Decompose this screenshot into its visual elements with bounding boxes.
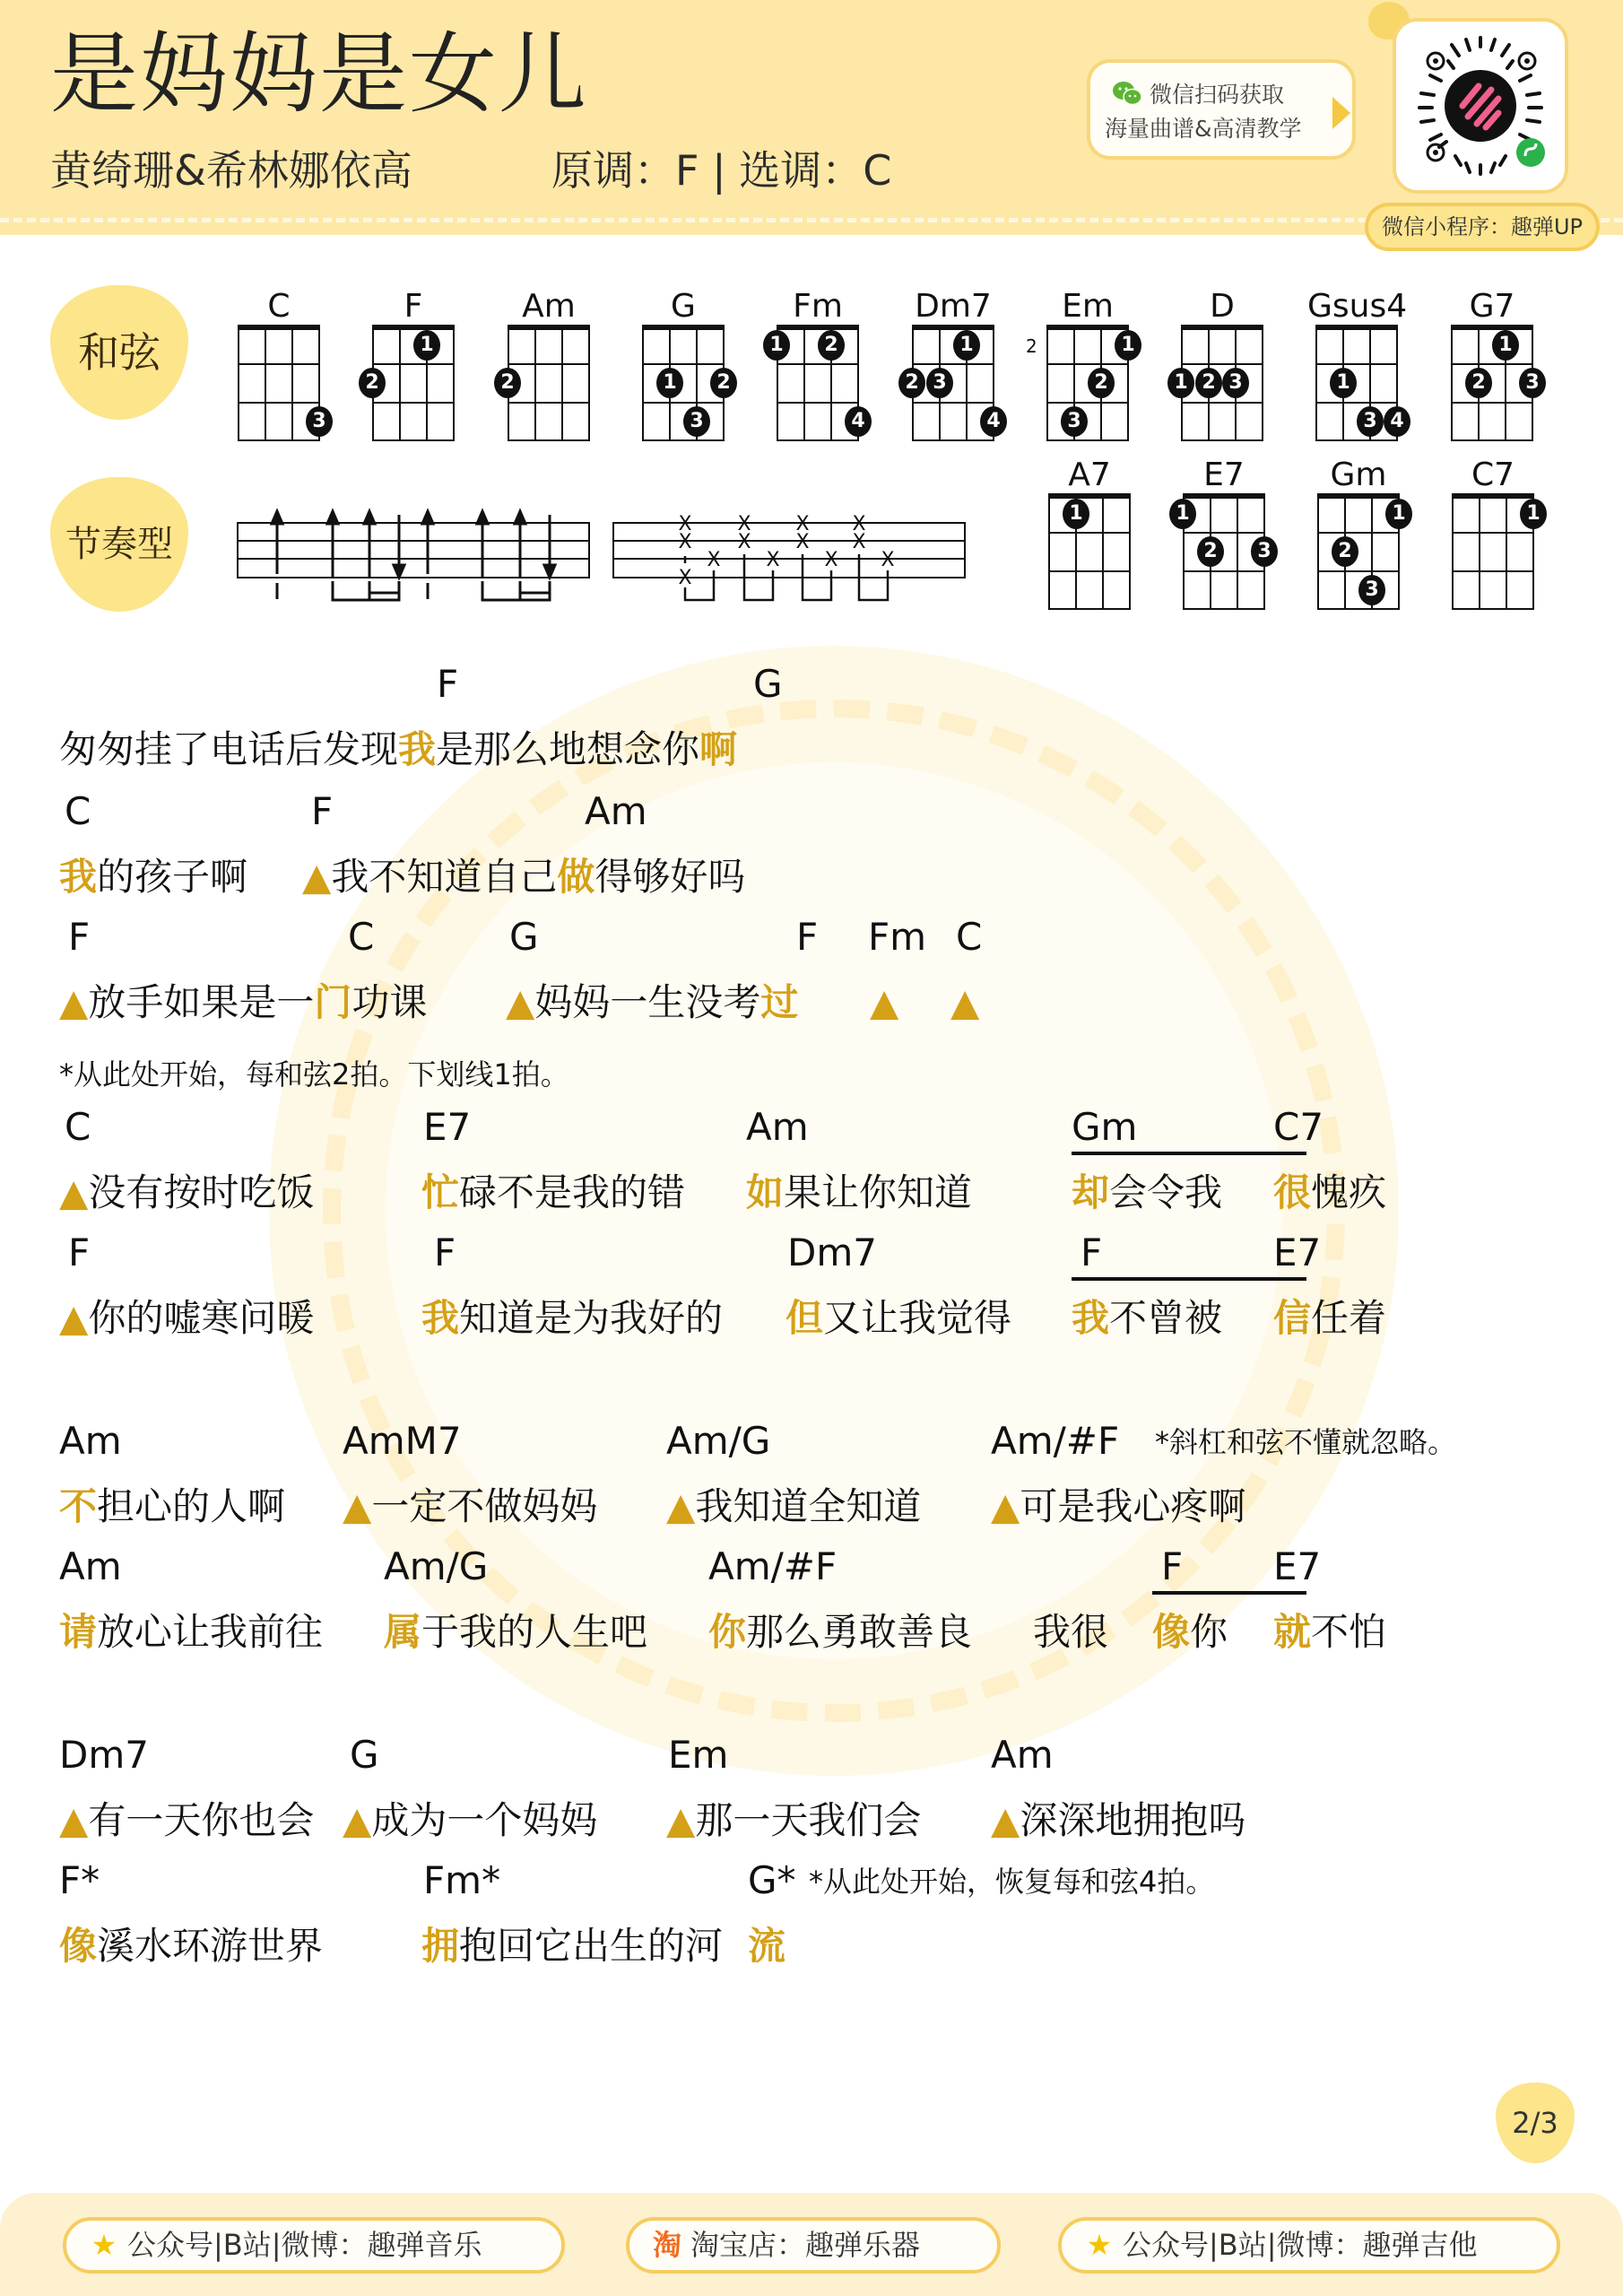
chord-symbol: F	[68, 1231, 91, 1274]
chord-name: Dm7	[915, 288, 992, 325]
lyric-segment	[991, 1482, 1245, 1532]
accent-syllable: 门	[314, 980, 352, 1024]
rest-triangle-icon: ▲	[343, 1484, 372, 1528]
accent-syllable: 却	[1072, 1170, 1110, 1214]
finger-dot: 4	[1384, 406, 1410, 437]
chord-symbol: F	[1081, 1231, 1103, 1274]
artist-name: 黄绮珊&希林娜依高	[50, 146, 412, 195]
beat-underline	[1072, 1152, 1306, 1155]
rest-triangle-icon: ▲	[59, 1798, 89, 1842]
accent-syllable: 过	[760, 980, 799, 1024]
finger-dot: 1	[656, 368, 683, 398]
rhythm-pattern-pick	[612, 502, 970, 610]
lyric-text: 果让你知道	[784, 1170, 973, 1214]
lyric-text: 那么勇敢善良	[746, 1610, 973, 1654]
song-title: 是妈妈是女儿	[50, 23, 589, 126]
performance-note: *斜杠和弦不懂就忽略。	[1155, 1425, 1457, 1459]
lyric-text: 没有按时吃饭	[88, 1170, 315, 1214]
lyric-segment	[1072, 1168, 1222, 1218]
performance-note: *从此处开始，恢复每和弦4拍。	[809, 1865, 1215, 1899]
finger-dot: 1	[1167, 368, 1194, 398]
chord-symbol: F	[437, 662, 459, 706]
chord-symbol: F	[796, 915, 819, 959]
chord-name: Am	[522, 288, 576, 325]
accent-syllable: 拥	[421, 1924, 460, 1968]
chord-symbol: Fm*	[423, 1858, 501, 1902]
lyric-segment	[785, 1293, 1011, 1344]
chord-symbol: C	[956, 915, 983, 959]
qr-code-icon	[1396, 22, 1565, 190]
finger-dot: 2	[1195, 368, 1222, 398]
svg-text:X: X	[766, 549, 780, 571]
lyric-text: 于我的人生吧	[421, 1610, 648, 1654]
lyric-segment	[343, 1796, 597, 1846]
accent-syllable: 我	[421, 1296, 460, 1340]
lyric-segment	[59, 1482, 285, 1532]
accent-syllable: 忙	[421, 1170, 460, 1214]
lyric-segment	[991, 1796, 1245, 1846]
rest-triangle-icon: ▲	[506, 980, 535, 1024]
chord-symbol: Am/G	[666, 1419, 771, 1463]
accent-syllable: 但	[785, 1296, 824, 1340]
finger-dot: 3	[1358, 575, 1385, 605]
chord-symbol: F	[311, 789, 334, 833]
finger-dot: 3	[1222, 368, 1249, 398]
rest-triangle-icon: ▲	[666, 1798, 696, 1842]
lyric-segment	[384, 1607, 647, 1657]
arrow-right-icon	[1332, 97, 1350, 129]
chord-symbol: Am/#F	[708, 1544, 838, 1588]
chord-symbol: F*	[59, 1858, 100, 1902]
rest-triangle-icon: ▲	[870, 980, 899, 1024]
finger-dot: 1	[413, 330, 440, 361]
chord-diagram	[499, 289, 598, 450]
finger-dot: 1	[1492, 330, 1519, 361]
lyric-segment	[666, 1482, 921, 1532]
lyric-segment	[302, 852, 745, 902]
chord-diagram	[1026, 288, 1137, 450]
chord-symbol: E7	[1273, 1231, 1322, 1274]
finger-dot: 1	[763, 330, 790, 361]
qr-code[interactable]	[1393, 18, 1568, 194]
svg-text:X: X	[824, 549, 838, 571]
lyric-segment	[870, 978, 898, 1028]
finger-dot: 2	[359, 368, 386, 398]
chord-symbol: Dm7	[59, 1733, 149, 1777]
rhythm-pattern-strum	[235, 502, 594, 610]
rest-triangle-icon: ▲	[950, 980, 980, 1024]
lyric-text: 匆匆挂了电话后发现	[59, 727, 399, 771]
chord-name: Gm	[1330, 457, 1387, 493]
accent-syllable: 我	[1072, 1296, 1110, 1340]
finger-dot: 1	[953, 330, 980, 361]
chord-symbol: Em	[668, 1733, 729, 1777]
lyric-segment	[708, 1607, 972, 1657]
accent-syllable: 不	[59, 1484, 98, 1528]
chord-symbol: E7	[423, 1105, 472, 1149]
chord-name: A7	[1068, 457, 1111, 493]
chord-symbol: Am/#F	[991, 1419, 1120, 1463]
chord-diagram	[1040, 457, 1139, 619]
chord-diagram	[230, 289, 328, 450]
chord-symbol: Am	[59, 1419, 122, 1463]
chord-symbol: Gm	[1072, 1105, 1138, 1149]
svg-text:X: X	[795, 531, 810, 553]
beat-underline	[1152, 1591, 1306, 1595]
chord-diagram	[904, 289, 1002, 450]
finger-dot: 2	[1465, 368, 1492, 398]
accent-syllable: 信	[1273, 1296, 1312, 1340]
finger-dot: 2	[1332, 536, 1358, 567]
star-icon: ★	[91, 2228, 117, 2262]
svg-text:X: X	[795, 513, 810, 535]
footer-pill-music[interactable]	[63, 2217, 565, 2274]
svg-text:X: X	[852, 531, 866, 553]
finger-dot: 2	[1197, 536, 1224, 567]
taobao-icon: 淘	[652, 2228, 681, 2262]
finger-dot: 3	[1519, 368, 1546, 398]
chord-name: Gsus4	[1307, 288, 1408, 325]
chord-symbol: AmM7	[343, 1419, 462, 1463]
chord-symbol: G	[753, 662, 783, 706]
chord-symbol: Am	[991, 1733, 1054, 1777]
chord-diagram	[1444, 457, 1542, 619]
lyric-segment	[59, 1796, 314, 1846]
finger-dot: 3	[306, 406, 333, 437]
chord-symbol: E7	[1273, 1544, 1322, 1588]
lyric-text: 深深地拥抱吗	[1020, 1798, 1246, 1842]
chord-symbol: G	[350, 1733, 379, 1777]
lyric-segment	[59, 1921, 323, 1971]
accent-syllable: 我	[398, 727, 437, 771]
chord-symbol: Am/G	[384, 1544, 489, 1588]
rhythm-section-label: 节奏型	[65, 524, 173, 565]
lyric-segment	[1152, 1607, 1228, 1657]
lyric-text: 放手如果是一	[88, 980, 315, 1024]
chord-name: Em	[1062, 288, 1114, 325]
lyric-text: 不曾被	[1109, 1296, 1223, 1340]
chord-symbol: C7	[1273, 1105, 1324, 1149]
accent-syllable: 很	[1273, 1170, 1312, 1214]
chords-section-label: 和弦	[78, 328, 161, 377]
rest-triangle-icon: ▲	[59, 980, 89, 1024]
lyric-segment	[343, 1482, 597, 1532]
lyric-segment	[59, 725, 737, 775]
rest-triangle-icon: ▲	[343, 1798, 372, 1842]
svg-text:X: X	[678, 513, 692, 535]
lyric-text: 你	[1190, 1610, 1228, 1654]
svg-text:X: X	[678, 567, 692, 589]
chord-symbol: Dm7	[787, 1231, 877, 1274]
chord-name: G7	[1469, 288, 1515, 325]
svg-text:X: X	[678, 531, 692, 553]
footer-pill-label: 公众号|B站|微博：趣弹吉他	[1123, 2228, 1478, 2262]
lyric-text: 任着	[1311, 1296, 1387, 1340]
chord-symbol: C	[65, 789, 91, 833]
fretboard-grid	[1048, 493, 1131, 610]
chord-symbol: G*	[748, 1858, 796, 1902]
lyric-segment	[421, 1168, 685, 1218]
rhythm-section-badge	[50, 477, 188, 612]
footer-pill-label: 公众号|B站|微博：趣弹音乐	[127, 2228, 482, 2262]
accent-syllable: 你	[708, 1610, 747, 1654]
star-icon: ★	[1086, 2228, 1113, 2262]
key-info: 原调：F | 选调：C	[551, 146, 892, 195]
lyric-text: 是那么地想念你	[436, 727, 700, 771]
lyric-segment	[748, 1921, 785, 1971]
lyric-text: 得够好吗	[595, 855, 746, 899]
chord-symbol: Fm	[868, 915, 927, 959]
finger-dot: 2	[818, 330, 845, 361]
finger-dot: 1	[1063, 499, 1089, 529]
lyric-segment	[59, 1168, 314, 1218]
lyric-text: 放心让我前往	[97, 1610, 324, 1654]
performance-note: *从此处开始，每和弦2拍。下划线1拍。	[59, 1057, 569, 1091]
finger-dot: 1	[1115, 330, 1141, 361]
lyric-segment	[59, 1293, 314, 1344]
svg-text:X: X	[881, 549, 895, 571]
chord-symbol: C	[348, 915, 375, 959]
lyric-segment	[506, 978, 798, 1028]
lyric-segment	[59, 852, 247, 902]
accent-syllable: 如	[746, 1170, 785, 1214]
finger-dot: 4	[845, 406, 872, 437]
finger-dot: 1	[1385, 499, 1412, 529]
chord-name: G	[671, 288, 696, 325]
svg-text:X: X	[852, 513, 866, 535]
chord-diagram	[1173, 289, 1271, 450]
accent-syllable: 就	[1273, 1610, 1312, 1654]
lyric-text: 溪水环游世界	[97, 1924, 324, 1968]
finger-dot: 1	[1330, 368, 1357, 398]
chord-name: E7	[1203, 457, 1245, 493]
rest-triangle-icon: ▲	[59, 1170, 89, 1214]
lyric-segment	[666, 1796, 921, 1846]
rest-triangle-icon: ▲	[59, 1296, 89, 1340]
lyric-text: 一定不做妈妈	[371, 1484, 598, 1528]
lyric-text: 你的嘘寒问暖	[88, 1296, 315, 1340]
lyric-segment	[1273, 1293, 1386, 1344]
chord-diagram	[634, 289, 733, 450]
lyric-text: 我不知道自己	[331, 855, 558, 899]
lyric-text: 我知道全知道	[695, 1484, 922, 1528]
chord-symbol: C	[65, 1105, 91, 1149]
accent-syllable: 请	[59, 1610, 98, 1654]
chord-diagram	[1175, 457, 1273, 619]
lyric-text: 成为一个妈妈	[371, 1798, 598, 1842]
svg-text:X: X	[707, 549, 721, 571]
lyric-text: 的孩子啊	[97, 855, 248, 899]
chord-symbol: Am	[59, 1544, 122, 1588]
chord-name: D	[1210, 288, 1235, 325]
lyric-segment	[59, 1607, 323, 1657]
chord-name: C7	[1471, 457, 1515, 493]
finger-dot: 3	[1061, 406, 1088, 437]
chord-name: C	[267, 288, 291, 325]
footer-pill-label: 淘宝店：趣弹乐器	[690, 2228, 921, 2262]
promo-line-2: 海量曲谱&高清教学	[1105, 116, 1302, 142]
accent-syllable: 我	[59, 855, 98, 899]
lyric-segment	[1072, 1293, 1222, 1344]
lyric-segment	[1273, 1168, 1386, 1218]
lyric-text: 我很	[1033, 1610, 1109, 1654]
chord-symbol: Am	[585, 789, 647, 833]
rest-triangle-icon: ▲	[666, 1484, 696, 1528]
mini-program-label: 微信小程序：趣弹UP	[1365, 203, 1600, 251]
finger-dot: 2	[494, 368, 521, 398]
lyric-text: 又让我觉得	[823, 1296, 1012, 1340]
footer-pill-taobao[interactable]	[626, 2217, 1001, 2274]
promo-box[interactable]	[1087, 59, 1356, 160]
lyric-segment	[421, 1293, 723, 1344]
lyric-segment	[746, 1168, 972, 1218]
lyric-text: 功课	[352, 980, 428, 1024]
lyric-text: 愧疚	[1311, 1170, 1387, 1214]
lyric-segment	[421, 1921, 723, 1971]
rest-triangle-icon: ▲	[991, 1484, 1020, 1528]
finger-dot: 3	[926, 368, 953, 398]
chord-name: F	[404, 288, 423, 325]
chord-symbol: G	[509, 915, 539, 959]
lyric-segment	[1033, 1607, 1108, 1657]
accent-syllable: 啊	[699, 727, 738, 771]
rest-triangle-icon: ▲	[302, 855, 332, 899]
page-number: 2/3	[1512, 2106, 1558, 2140]
chord-diagram	[1307, 289, 1406, 450]
lyric-text: 碌不是我的错	[459, 1170, 686, 1214]
lyric-text: 有一天你也会	[88, 1798, 315, 1842]
lyric-segment	[1273, 1607, 1386, 1657]
finger-dot: 3	[1357, 406, 1384, 437]
footer-pill-guitar[interactable]	[1058, 2217, 1560, 2274]
lyric-text: 可是我心疼啊	[1020, 1484, 1246, 1528]
finger-dot: 1	[1520, 499, 1547, 529]
lyric-text: 妈妈一生没考	[534, 980, 761, 1024]
lyric-segment	[950, 978, 979, 1028]
chord-name: Fm	[793, 288, 843, 325]
finger-dot: 2	[898, 368, 925, 398]
chord-diagram	[768, 289, 867, 450]
lyric-text: 担心的人啊	[97, 1484, 286, 1528]
chord-diagram	[1443, 289, 1541, 450]
rest-triangle-icon: ▲	[991, 1798, 1020, 1842]
lyric-text: 知道是为我好的	[459, 1296, 724, 1340]
finger-dot: 4	[980, 406, 1007, 437]
finger-dot: 2	[710, 368, 737, 398]
finger-dot: 2	[1088, 368, 1115, 398]
fret-position-label: 2	[1026, 335, 1037, 357]
finger-dot: 3	[683, 406, 710, 437]
lyric-segment	[59, 978, 427, 1028]
lyric-text: 会令我	[1109, 1170, 1223, 1214]
chord-diagram	[1309, 457, 1408, 619]
svg-text:X: X	[737, 513, 751, 535]
chord-symbol: F	[1161, 1544, 1184, 1588]
chord-symbol: F	[68, 915, 91, 959]
wechat-icon	[1112, 81, 1142, 106]
promo-line-1: 微信扫码获取	[1150, 82, 1285, 108]
finger-dot: 1	[1169, 499, 1196, 529]
chord-symbol: Am	[746, 1105, 809, 1149]
svg-text:X: X	[737, 531, 751, 553]
accent-syllable: 做	[557, 855, 595, 899]
page-number-badge	[1496, 2083, 1575, 2163]
chords-section-badge	[50, 285, 188, 420]
beat-underline	[1072, 1277, 1306, 1281]
chord-symbol: F	[434, 1231, 456, 1274]
accent-syllable: 属	[384, 1610, 422, 1654]
chord-diagram	[364, 289, 463, 450]
finger-dot: 3	[1251, 536, 1278, 567]
lyric-text: 不怕	[1311, 1610, 1387, 1654]
accent-syllable: 流	[748, 1924, 786, 1968]
accent-syllable: 像	[1152, 1610, 1191, 1654]
lyric-text: 抱回它出生的河	[459, 1924, 724, 1968]
accent-syllable: 像	[59, 1924, 98, 1968]
lyric-text: 那一天我们会	[695, 1798, 922, 1842]
